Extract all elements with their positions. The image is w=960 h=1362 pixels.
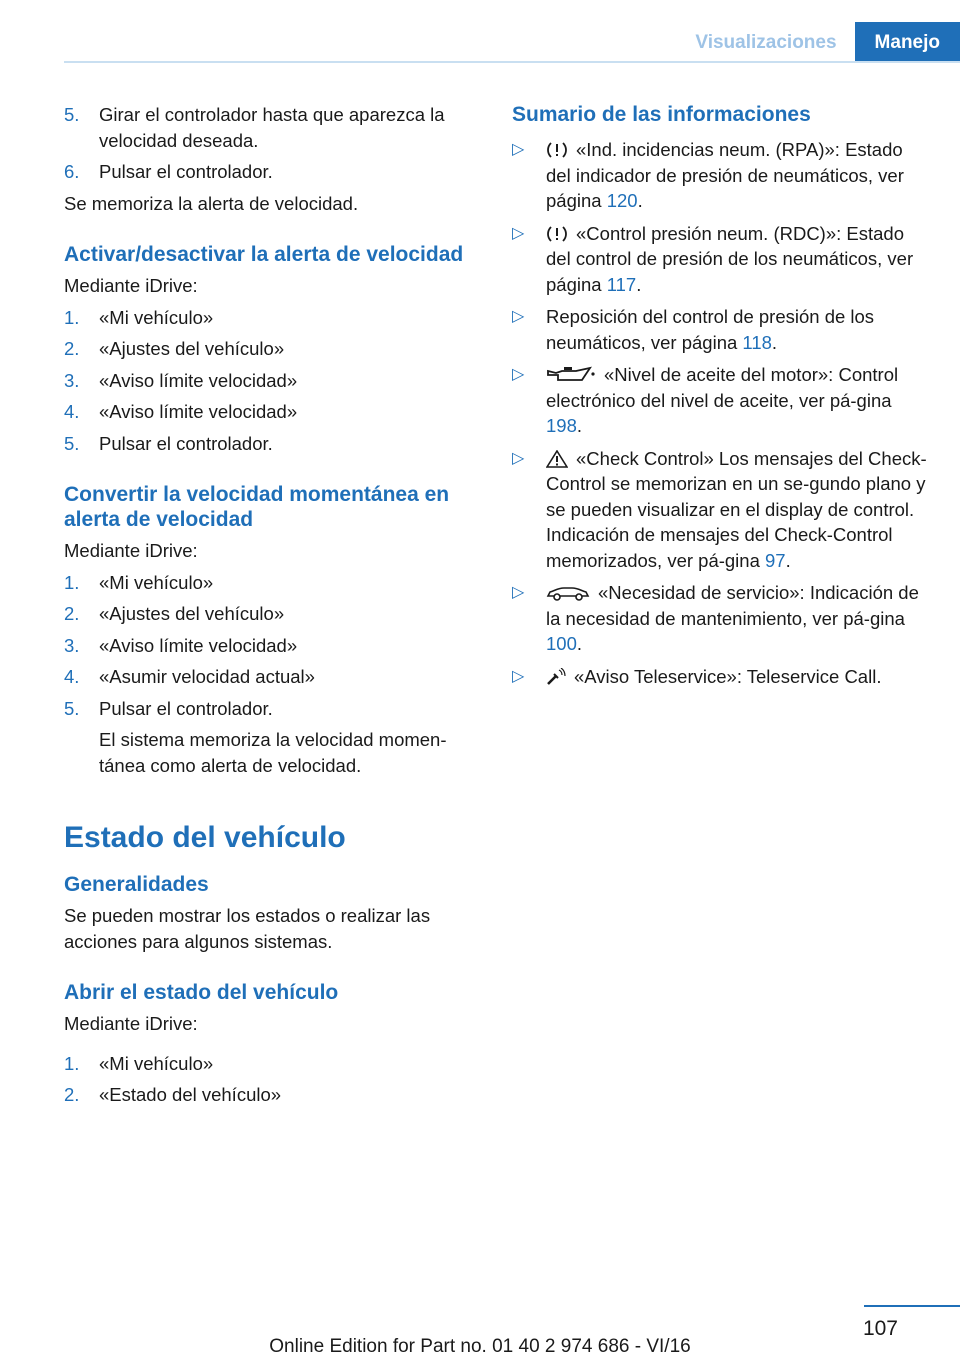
heading-convert: Convertir la velocidad momentánea en alerta de velocidad	[64, 483, 450, 531]
triangle-bullet-icon: ▷	[512, 141, 525, 158]
steps-list-2	[64, 305, 480, 457]
steps-list-3	[64, 570, 480, 779]
memo-text: Se memoriza la alerta de velocidad.	[64, 192, 359, 214]
triangle-bullet-icon: ▷	[512, 449, 525, 467]
edition-text: Online Edition for Part no. 01 40 2 974 686 - VI/16	[269, 1336, 691, 1357]
heading-activate: Activar/desactivar la alerta de velocidad	[64, 243, 464, 266]
footer-divider	[864, 1305, 960, 1307]
list-item: 3. «Aviso límite velocidad»	[64, 634, 298, 656]
warning-triangle-icon	[546, 450, 568, 468]
list-item: 2. «Ajustes del vehículo»	[64, 603, 285, 624]
list-item: 2. «Ajustes del vehículo»	[64, 338, 285, 359]
steps-list-1	[64, 102, 480, 185]
list-item: 1. «Mi vehículo»	[64, 306, 214, 328]
car-service-icon	[546, 584, 590, 602]
list-item: 5. Girar el controlador hasta que aparezca la velocidad deseada.	[64, 104, 445, 151]
step-note: El sistema memoriza la velocidad momen‐tánea como alerta de velocidad.	[99, 729, 447, 776]
header-divider	[64, 61, 960, 63]
list-item: 5. Pulsar el controlador. El sistema memoriza la velocidad momen‐tánea como alerta de velocidad.	[64, 696, 480, 779]
list-item: 4. «Asumir velocidad actual»	[64, 666, 315, 687]
tab-visualizaciones[interactable]: Visualizaciones	[677, 22, 854, 62]
steps-list-4	[64, 1051, 480, 1108]
list-item: 3. «Aviso límite velocidad»	[64, 369, 298, 391]
heading-estado-vehiculo: Estado del vehículo	[64, 821, 346, 854]
page-link-97[interactable]: 97	[765, 549, 786, 571]
triangle-bullet-icon: ▷	[512, 308, 525, 325]
generalidades-text: Se pueden mostrar los estados o realizar las acciones para algunos sistemas.	[64, 905, 431, 952]
heading-generalidades: Generalidades	[64, 873, 209, 896]
tire-pressure-icon	[546, 225, 568, 243]
list-item: ▷ «Nivel de aceite del motor»: Control electrónico del nivel de aceite, ver pá‐gina 198.	[512, 364, 899, 436]
heading-sumario: Sumario de las informaciones	[512, 103, 811, 126]
oil-can-icon	[546, 366, 596, 384]
triangle-bullet-icon: ▷	[512, 584, 525, 601]
page-link-117[interactable]: 117	[606, 273, 637, 295]
list-item: 1. «Mi vehículo»	[64, 1052, 214, 1074]
tire-pressure-icon	[546, 141, 568, 159]
tab-manejo[interactable]: Manejo	[855, 22, 960, 62]
page-link-120[interactable]: 120	[606, 190, 638, 211]
header-tabs	[677, 22, 960, 62]
list-item: ▷ «Aviso Teleservice»: Teleservice Call.	[512, 664, 932, 690]
right-column	[512, 102, 932, 696]
list-item: ▷ Reposición del control de presión de los neumáticos, ver página 118.	[512, 306, 875, 353]
triangle-bullet-icon: ▷	[512, 224, 525, 242]
list-item: 6. Pulsar el controlador.	[64, 161, 273, 182]
page-link-198[interactable]: 198	[546, 415, 577, 436]
page-link-100[interactable]: 100	[546, 633, 577, 654]
page-number: 107	[862, 1317, 898, 1340]
list-item: 4. «Aviso límite velocidad»	[64, 401, 298, 422]
via-idrive-2: Mediante iDrive:	[64, 540, 198, 561]
via-idrive-1: Mediante iDrive:	[64, 275, 198, 296]
list-item: 1. «Mi vehículo»	[64, 571, 214, 593]
list-item: ▷ «Necesidad de servicio»: Indicación de la necesidad de mantenimiento, ver pá‐gina 100.	[512, 582, 919, 654]
triangle-bullet-icon: ▷	[512, 366, 525, 383]
list-item: ▷ «Ind. incidencias neum. (RPA)»: Estado del indicador de presión de neumáticos, ver página 120.	[512, 139, 904, 211]
triangle-bullet-icon: ▷	[512, 667, 525, 685]
left-column	[64, 102, 480, 1114]
list-item: ▷ «Check Control» Los mensajes del Check-Control se memorizan en un se‐gundo plano y se pueden visualizar en el display de control. Indicación de mensajes del Check-Control memorizados, ver pá‐gina 97.	[512, 447, 927, 571]
via-idrive-3: Mediante iDrive:	[64, 1013, 198, 1034]
list-item: 2. «Estado del vehículo»	[64, 1084, 282, 1105]
info-list	[512, 137, 932, 689]
list-item: ▷ «Control presión neum. (RDC)»: Estado del control de presión de los neumáticos, ver página 117.	[512, 222, 914, 295]
list-item: 5. Pulsar el controlador.	[64, 432, 273, 454]
wrench-signal-icon	[546, 668, 566, 686]
page-link-118[interactable]: 118	[742, 331, 772, 353]
heading-abrir-estado: Abrir el estado del vehículo	[64, 981, 339, 1004]
